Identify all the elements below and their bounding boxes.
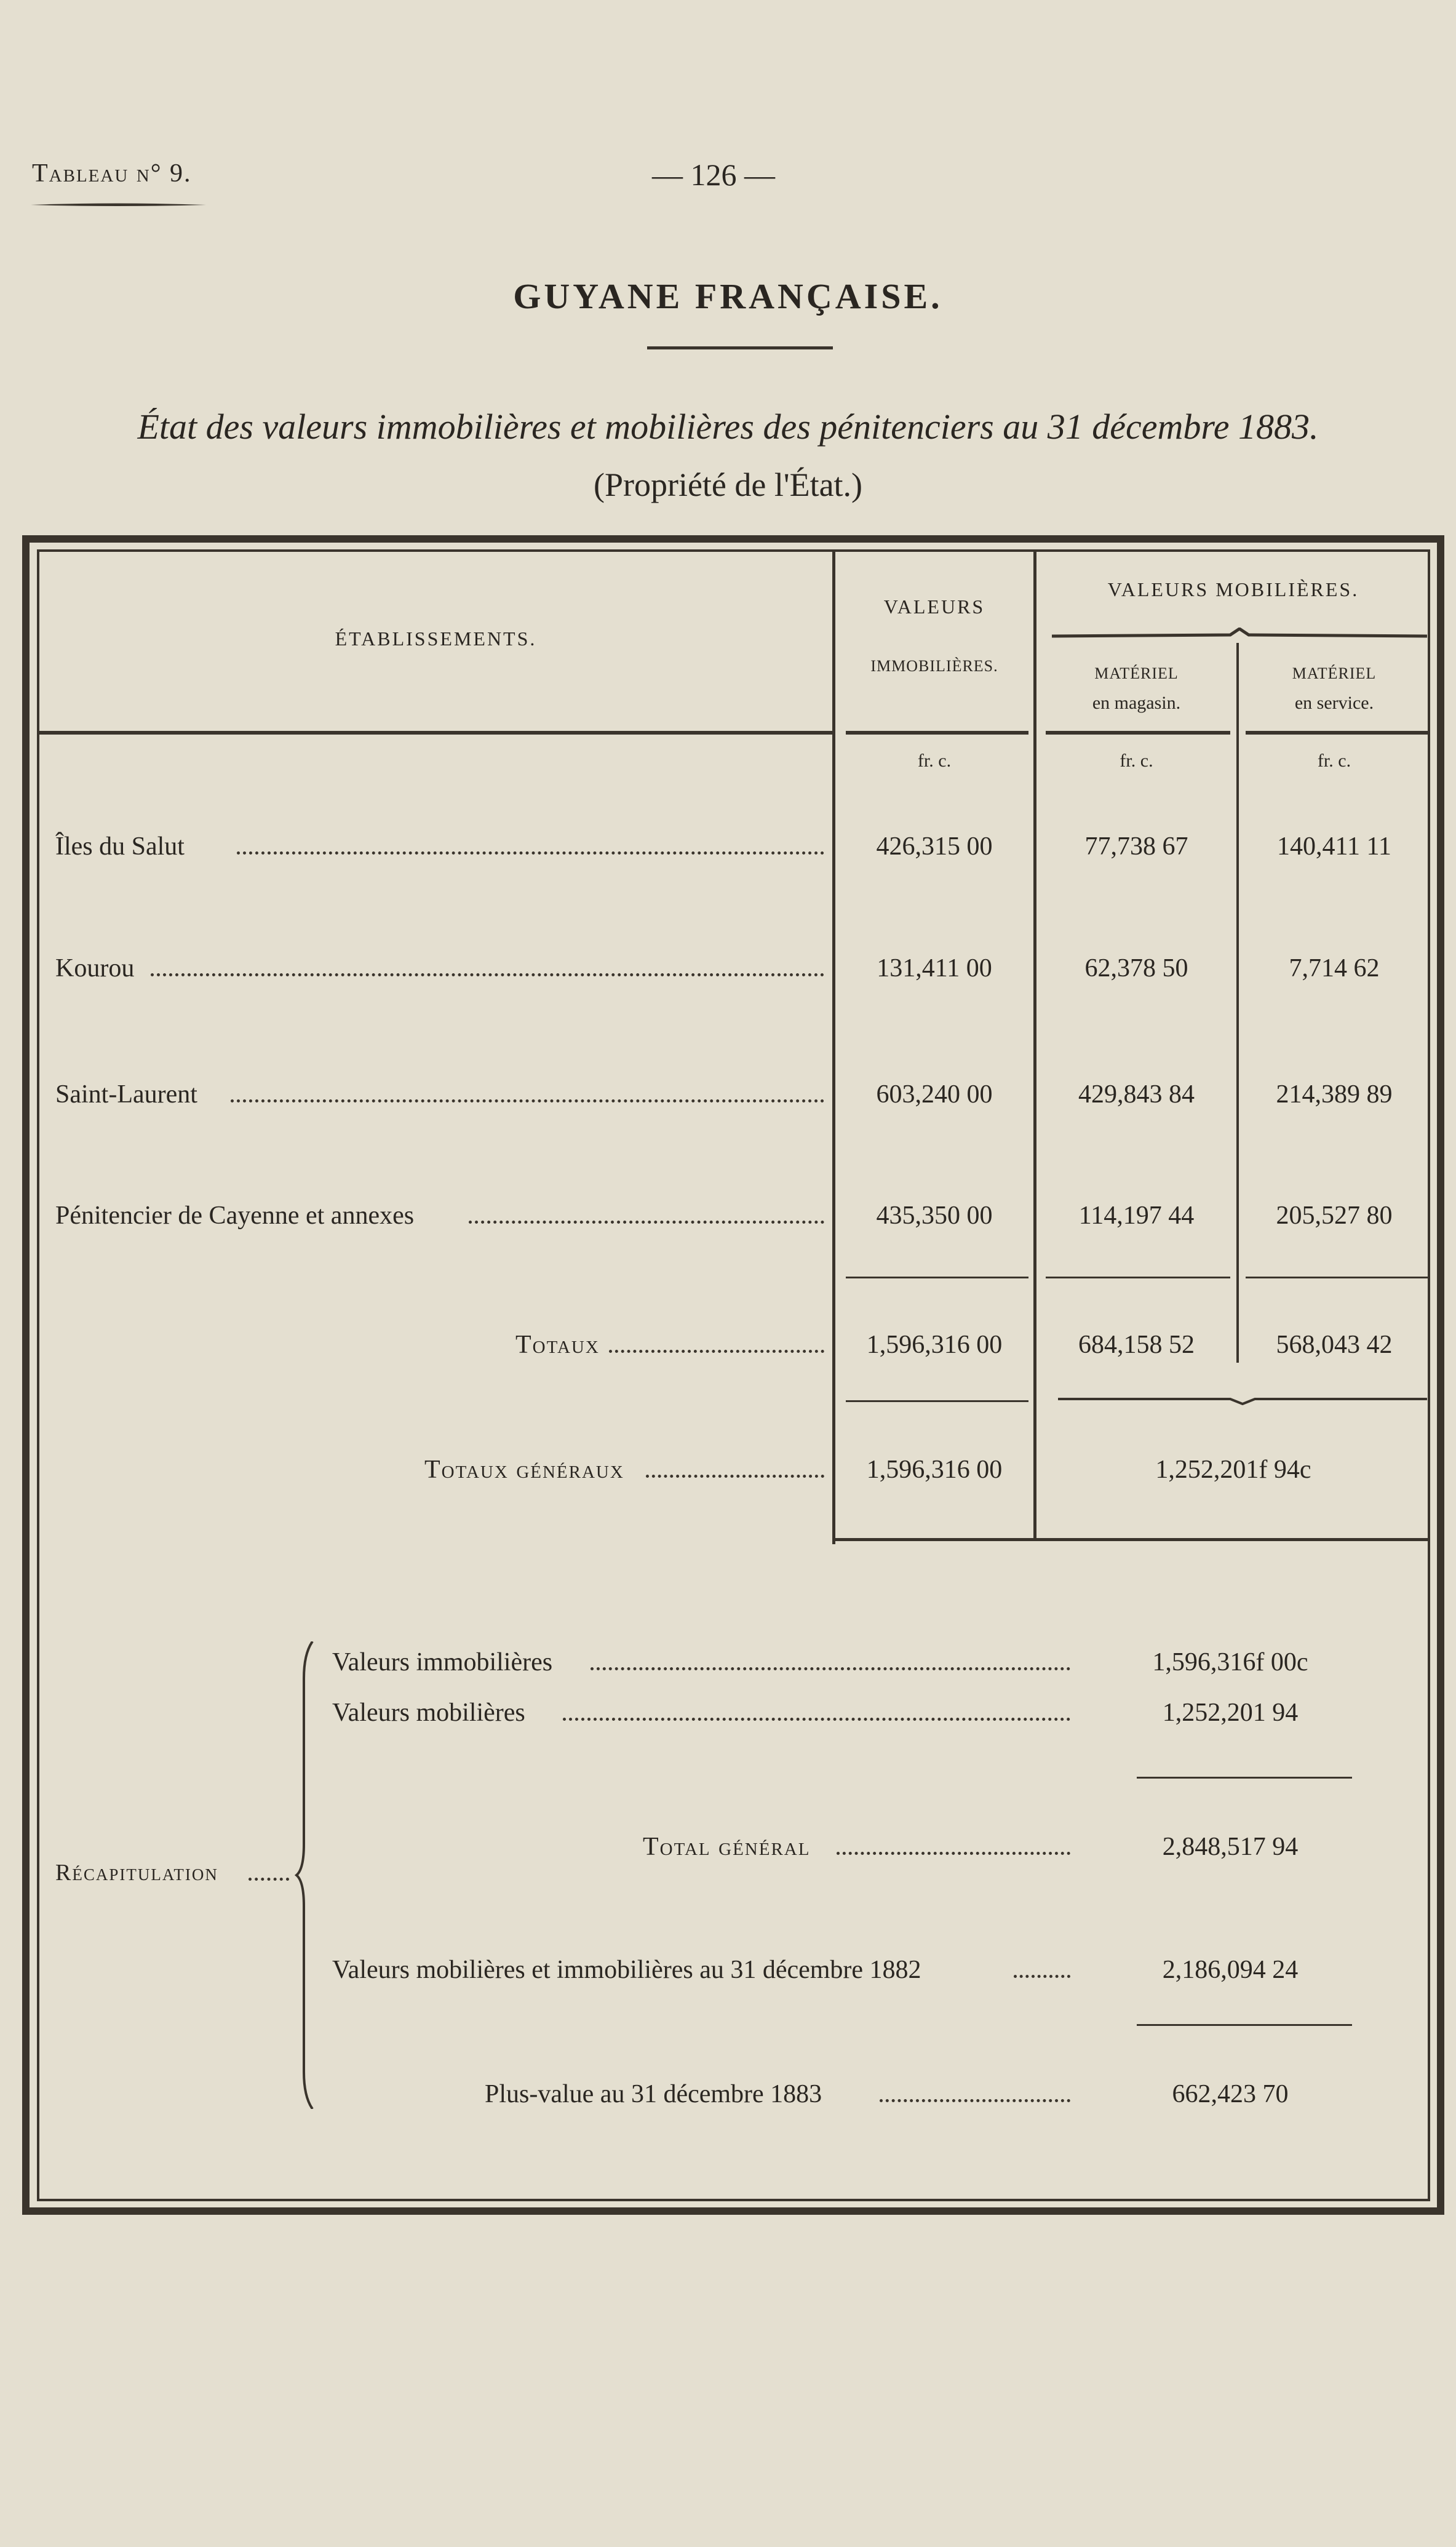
recap-plus-value-value: 662,423 70 (1172, 2080, 1289, 2108)
row-saint-laurent-magasin: 429,843 84 (1078, 1080, 1195, 1109)
row-label-kourou: Kourou (55, 954, 135, 983)
page-subtitle-ownership: (Propriété de l'État.) (593, 466, 863, 503)
header-etablissements: ÉTABLISSEMENTS. (335, 628, 537, 650)
totaux-generaux-mobilieres: 1,252,201f 94c (1155, 1456, 1311, 1484)
totaux-rule-service (1246, 1277, 1428, 1278)
title-rule (647, 346, 833, 349)
row-label-saint-laurent: Saint-Laurent (55, 1080, 197, 1109)
totaux-service: 568,043 42 (1276, 1331, 1393, 1359)
row-leader-dots (469, 1217, 824, 1224)
recap-leader-dots (880, 2095, 1070, 2102)
header-rule-service (1246, 731, 1428, 735)
row-leader-dots (609, 1346, 824, 1353)
header-rule-magasin (1046, 731, 1230, 735)
page-number: — 126 — (652, 157, 775, 192)
col-divider-1 (832, 551, 835, 1544)
row-leader-dots (151, 970, 824, 976)
row-cayenne-immob: 435,350 00 (876, 1202, 993, 1230)
totaux-magasin: 684,158 52 (1078, 1331, 1195, 1359)
recap-leader-dots (563, 1714, 1070, 1721)
header-rule-immob (846, 731, 1028, 735)
row-label-iles-du-salut: Îles du Salut (55, 832, 185, 861)
recap-mob-label: Valeurs mobilières (332, 1699, 525, 1727)
table-frame-inner (37, 549, 1430, 2201)
recap-1882-value: 2,186,094 24 (1162, 1956, 1299, 1984)
row-leader-dots (237, 848, 824, 855)
totaux-gen-rule-immob (846, 1400, 1028, 1402)
header-valeurs-immob-sub: IMMOBILIÈRES. (870, 657, 998, 675)
row-saint-laurent-service: 214,389 89 (1276, 1080, 1393, 1109)
recap-mob-value: 1,252,201 94 (1162, 1699, 1299, 1727)
tableau-number: Tableau n° 9. (32, 159, 192, 188)
page-subtitle: État des valeurs immobilières et mobilières des pénitenciers au 31 décembre 1883. (137, 407, 1319, 447)
recap-leader-dots (591, 1664, 1070, 1670)
totaux-rule-magasin (1046, 1277, 1230, 1278)
row-leader-dots (646, 1471, 824, 1478)
totaux-generaux-immob: 1,596,316 00 (866, 1456, 1003, 1484)
recap-sum-rule-1 (1137, 1777, 1352, 1779)
header-valeurs-mob: VALEURS MOBILIÈRES. (1107, 578, 1359, 600)
recap-total-value: 2,848,517 94 (1162, 1833, 1299, 1861)
recap-immob-value: 1,596,316f 00c (1152, 1648, 1308, 1676)
row-iles-immob: 426,315 00 (876, 832, 993, 861)
header-materiel-magasin: MATÉRIEL (1094, 664, 1179, 682)
row-kourou-magasin: 62,378 50 (1084, 954, 1188, 983)
unit-service: fr. c. (1317, 751, 1351, 771)
unit-magasin: fr. c. (1120, 751, 1153, 771)
recap-total-label: Total général (643, 1833, 811, 1861)
recap-brace (294, 1641, 319, 2109)
recap-leader-dots (249, 1874, 289, 1881)
mobilieres-brace (1052, 628, 1427, 641)
unit-immob: fr. c. (917, 751, 952, 771)
recap-1882-label: Valeurs mobilières et immobilières au 31 décembre 1882 (332, 1956, 921, 1984)
table-bottom-rule (832, 1538, 1430, 1541)
row-leader-dots (231, 1096, 824, 1102)
row-iles-service: 140,411 11 (1277, 832, 1391, 861)
header-rule-left (39, 731, 832, 735)
page-title: GUYANE FRANÇAISE. (513, 276, 943, 316)
header-valeurs-immob: VALEURS (883, 596, 985, 618)
recap-immob-label: Valeurs immobilières (332, 1648, 553, 1676)
recap-label: Récapitulation (55, 1860, 218, 1886)
header-en-magasin: en magasin. (1092, 693, 1181, 713)
totaux-rule-immob (846, 1277, 1028, 1278)
row-label-cayenne: Pénitencier de Cayenne et annexes (55, 1202, 415, 1230)
header-en-service: en service. (1294, 693, 1374, 713)
row-iles-magasin: 77,738 67 (1084, 832, 1188, 861)
totaux-gen-brace (1058, 1392, 1427, 1405)
tableau-ornament-rule (31, 203, 206, 207)
recap-leader-dots (1014, 1971, 1070, 1978)
totaux-label: Totaux (515, 1331, 600, 1359)
row-cayenne-service: 205,527 80 (1276, 1202, 1393, 1230)
header-materiel-service: MATÉRIEL (1292, 664, 1377, 682)
row-cayenne-magasin: 114,197 44 (1078, 1202, 1195, 1230)
recap-plus-value-label: Plus-value au 31 décembre 1883 (485, 2080, 822, 2108)
recap-leader-dots (837, 1848, 1070, 1855)
row-kourou-immob: 131,411 00 (877, 954, 992, 983)
totaux-immob: 1,596,316 00 (866, 1331, 1003, 1359)
row-saint-laurent-immob: 603,240 00 (876, 1080, 993, 1109)
totaux-generaux-label: Totaux généraux (424, 1456, 624, 1484)
recap-sum-rule-2 (1137, 2024, 1352, 2026)
row-kourou-service: 7,714 62 (1289, 954, 1380, 983)
